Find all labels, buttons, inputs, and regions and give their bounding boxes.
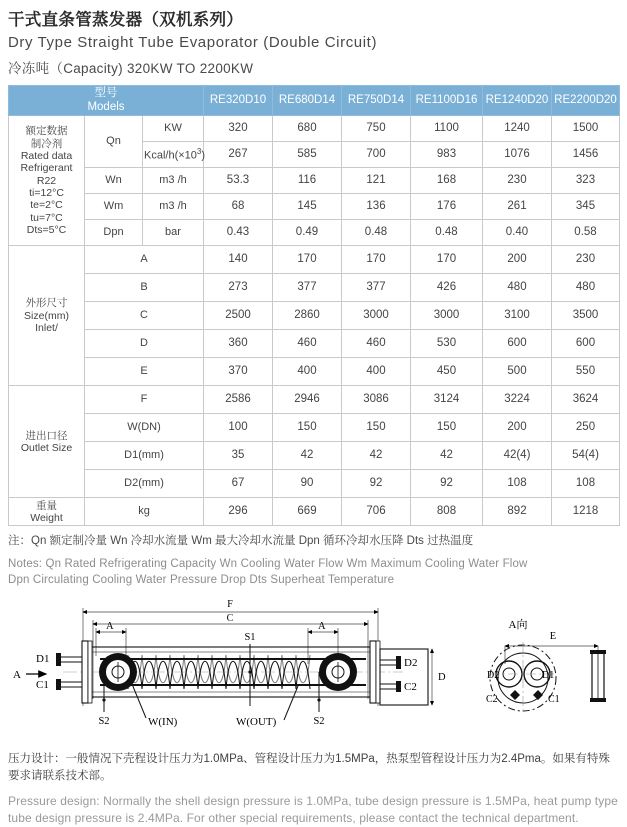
cell-value: 53.3 [204, 168, 273, 194]
pressure-design-en: Pressure design: Normally the shell design pressure is 1.0MPa, tube design pressure is 1.5MPa, heat pump type tube design pressure is 2.4MPa. For other special requirements, please contact the technical department. [8, 793, 618, 825]
row-symbol-qn: Qn [85, 116, 143, 168]
capacity-range: 冷冻吨（Capacity) 320KW TO 2200KW [8, 61, 254, 77]
row-unit-m3h: m3 /h [143, 194, 204, 220]
cell-value: 121 [342, 168, 411, 194]
cell-value: 170 [273, 246, 342, 274]
cell-value: 230 [552, 246, 620, 274]
table-row [9, 386, 620, 414]
row-symbol-d1: D1(mm) [85, 442, 204, 470]
cell-value: 0.43 [204, 220, 273, 246]
cell-value: 400 [342, 358, 411, 386]
callout-label-S1: S1 [244, 632, 256, 644]
cell-value: 370 [204, 358, 273, 386]
cell-value: 92 [411, 470, 483, 498]
cell-value: 892 [483, 498, 552, 526]
cell-value: 200 [483, 246, 552, 274]
cell-value: 150 [411, 414, 483, 442]
cell-value: 230 [483, 168, 552, 194]
dimension-label-F: F [227, 599, 233, 611]
header-models-corner [9, 86, 204, 116]
row-symbol-wdn: W(DN) [85, 414, 204, 442]
header-model-2: RE750D14 [342, 86, 411, 116]
cell-value: 100 [204, 414, 273, 442]
cell-value: 983 [411, 142, 483, 168]
row-symbol-c: C [85, 302, 204, 330]
cell-value: 3000 [411, 302, 483, 330]
cell-value: 2946 [273, 386, 342, 414]
row-symbol-f: F [85, 386, 204, 414]
specification-table [8, 85, 620, 526]
callout-label-S2-right: S2 [313, 716, 325, 728]
cell-value: 680 [273, 116, 342, 142]
cell-value: 67 [204, 470, 273, 498]
cell-value: 90 [273, 470, 342, 498]
cell-value: 2860 [273, 302, 342, 330]
cell-value: 323 [552, 168, 620, 194]
row-symbol-d2: D2(mm) [85, 470, 204, 498]
cell-value: 42(4) [483, 442, 552, 470]
cell-value: 3100 [483, 302, 552, 330]
cell-value: 360 [204, 330, 273, 358]
cell-value: 54(4) [552, 442, 620, 470]
cell-value: 3224 [483, 386, 552, 414]
table-row [9, 442, 620, 470]
row-symbol-kg: kg [85, 498, 204, 526]
cell-value: 200 [483, 414, 552, 442]
group-label-rated-data: 额定数据 制冷剂 Rated data Refrigerant R22 ti=12°C te=2°C tu=7°C Dts=5°C [9, 116, 85, 246]
header-model-1: RE680D14 [273, 86, 342, 116]
cell-value: 550 [552, 358, 620, 386]
dimension-label-A-left: A [106, 621, 114, 633]
notes-en-line2: Dpn Circulating Cooling Water Pressure Drop Dts Superheat Temperature [8, 573, 395, 586]
cell-value: 68 [204, 194, 273, 220]
cell-value: 3624 [552, 386, 620, 414]
nozzle-label-D2: D2 [404, 657, 418, 670]
cell-value: 600 [483, 330, 552, 358]
callout-label-S2-left: S2 [98, 716, 110, 728]
models-label-cn: 型号 [94, 87, 118, 100]
table-row [9, 358, 620, 386]
notes-block [8, 533, 619, 588]
cell-value: 345 [552, 194, 620, 220]
notes-en [8, 557, 619, 588]
cell-value: 145 [273, 194, 342, 220]
cell-value: 426 [411, 274, 483, 302]
table-row [9, 414, 620, 442]
table-row [9, 330, 620, 358]
right-end-cap-nozzles [370, 641, 446, 705]
group-label-weight: 重量 Weight [9, 498, 85, 526]
cell-value: 150 [342, 414, 411, 442]
cell-value: 700 [342, 142, 411, 168]
header-model-3: RE1100D16 [411, 86, 483, 116]
water-outlet-header [319, 653, 357, 691]
table-row [9, 470, 620, 498]
table-row [9, 168, 620, 194]
cell-value: 0.49 [273, 220, 342, 246]
end-view-label-C2: C2 [486, 694, 498, 706]
cell-value: 116 [273, 168, 342, 194]
cell-value: 377 [342, 274, 411, 302]
cell-value: 0.48 [411, 220, 483, 246]
cell-value: 1218 [552, 498, 620, 526]
row-symbol-d: D [85, 330, 204, 358]
cell-value: 2500 [204, 302, 273, 330]
cell-value: 176 [411, 194, 483, 220]
cell-value: 296 [204, 498, 273, 526]
row-symbol-e: E [85, 358, 204, 386]
group-label-size: 外形尺寸 Size(mm) Inlet/ [9, 246, 85, 386]
end-view-label-C1: C1 [548, 694, 560, 706]
dimension-label-D: D [438, 672, 446, 684]
header-model-0: RE320D10 [204, 86, 273, 116]
cell-value: 170 [342, 246, 411, 274]
cell-value: 1500 [552, 116, 620, 142]
cell-value: 0.48 [342, 220, 411, 246]
cell-value: 108 [483, 470, 552, 498]
cell-value: 140 [204, 246, 273, 274]
cell-value: 585 [273, 142, 342, 168]
pressure-design-cn: 压力设计：一般情况下壳程设计压力为1.0MPa、管程设计压力为1.5MPa，热泵型管程设计压力为2.4Pma。如果有特殊要求请联系技术部。 [8, 753, 610, 783]
cell-value: 1456 [552, 142, 620, 168]
cell-value: 2586 [204, 386, 273, 414]
dimension-label-E: E [549, 631, 557, 643]
nozzle-label-C2: C2 [404, 681, 417, 694]
cell-value: 42 [342, 442, 411, 470]
notes-cn: 注：Qn 额定制冷量 Wn 冷却水流量 Wm 最大冷却水流量 Dpn 循环冷却水压降 Dts 过热温度 [8, 535, 474, 548]
cell-value: 108 [552, 470, 620, 498]
row-unit-kcal: Kcal/$h(\times 10^3)$ [143, 142, 204, 168]
row-unit-bar: bar [143, 220, 204, 246]
page-title-en: Dry Type Straight Tube Evaporator (Double Circuit) [8, 33, 378, 51]
notes-en-line1: Notes: Qn Rated Refrigerating Capacity Wn Cooling Water Flow Wm Maximum Cooling Water Flow [8, 558, 528, 571]
end-view-A [486, 617, 606, 712]
cell-value: 3000 [342, 302, 411, 330]
callout-W-in [132, 684, 178, 728]
pressure-design-block [8, 751, 619, 827]
cell-value: 42 [411, 442, 483, 470]
view-arrow-label-A: A [13, 669, 21, 682]
row-symbol-dpn: Dpn [85, 220, 143, 246]
table-row [9, 220, 620, 246]
cell-value: 150 [273, 414, 342, 442]
cell-value: 35 [204, 442, 273, 470]
cell-value: 320 [204, 116, 273, 142]
cell-value: 669 [273, 498, 342, 526]
cell-value: 170 [411, 246, 483, 274]
cell-value: 480 [483, 274, 552, 302]
cell-value: 480 [552, 274, 620, 302]
water-inlet-header [99, 653, 137, 691]
nozzle-label-C1: C1 [36, 679, 49, 692]
table-header-row [9, 86, 620, 116]
cell-value: 450 [411, 358, 483, 386]
callout-label-W-out: W(OUT) [236, 716, 277, 729]
row-symbol-wn: Wn [85, 168, 143, 194]
evaporator-technical-drawing [8, 594, 619, 742]
cell-value: 0.58 [552, 220, 620, 246]
cell-value: 706 [342, 498, 411, 526]
nozzle-label-D1: D1 [36, 653, 50, 666]
cell-value: 600 [552, 330, 620, 358]
cell-value: 261 [483, 194, 552, 220]
cell-value: 136 [342, 194, 411, 220]
row-unit-m3h: m3 /h [143, 168, 204, 194]
cell-value: 530 [411, 330, 483, 358]
table-row [9, 246, 620, 274]
callout-S1 [244, 632, 255, 706]
drawing-svg [8, 594, 619, 742]
cell-value: 377 [273, 274, 342, 302]
row-symbol-a: A [85, 246, 204, 274]
header-model-5: RE2200D20 [552, 86, 620, 116]
table-body [9, 116, 620, 526]
table-row [9, 274, 620, 302]
cell-value: 500 [483, 358, 552, 386]
table-row [9, 302, 620, 330]
cell-value: 460 [273, 330, 342, 358]
end-view-title: A向 [508, 619, 528, 632]
cell-value: 3086 [342, 386, 411, 414]
cell-value: 808 [411, 498, 483, 526]
cell-value: 250 [552, 414, 620, 442]
table-row [9, 498, 620, 526]
cell-value: 460 [342, 330, 411, 358]
row-symbol-wm: Wm [85, 194, 143, 220]
cell-value: 0.40 [483, 220, 552, 246]
cell-value: 273 [204, 274, 273, 302]
cell-value: 42 [273, 442, 342, 470]
group-label-outlet-size: 进出口径 Outlet Size [9, 386, 85, 498]
cell-value: 267 [204, 142, 273, 168]
dimension-label-A-right: A [318, 621, 326, 633]
row-unit-kw: KW [143, 116, 204, 142]
header-model-4: RE1240D20 [483, 86, 552, 116]
cell-value: 1100 [411, 116, 483, 142]
table-row [9, 116, 620, 142]
page-title-cn: 干式直条管蒸发器（双机系列） [8, 11, 244, 29]
callout-label-W-in: W(IN) [148, 716, 178, 729]
end-view-label-D2: D2 [487, 670, 500, 682]
models-label-en: Models [87, 100, 125, 113]
cell-value: 168 [411, 168, 483, 194]
end-view-label-D1: D1 [542, 670, 555, 682]
cell-value: 92 [342, 470, 411, 498]
cell-value: 400 [273, 358, 342, 386]
dimension-label-C: C [226, 613, 234, 625]
cell-value: 3124 [411, 386, 483, 414]
cell-value: 1240 [483, 116, 552, 142]
row-symbol-b: B [85, 274, 204, 302]
cell-value: 1076 [483, 142, 552, 168]
table-row [9, 194, 620, 220]
cell-value: 3500 [552, 302, 620, 330]
cell-value: 750 [342, 116, 411, 142]
